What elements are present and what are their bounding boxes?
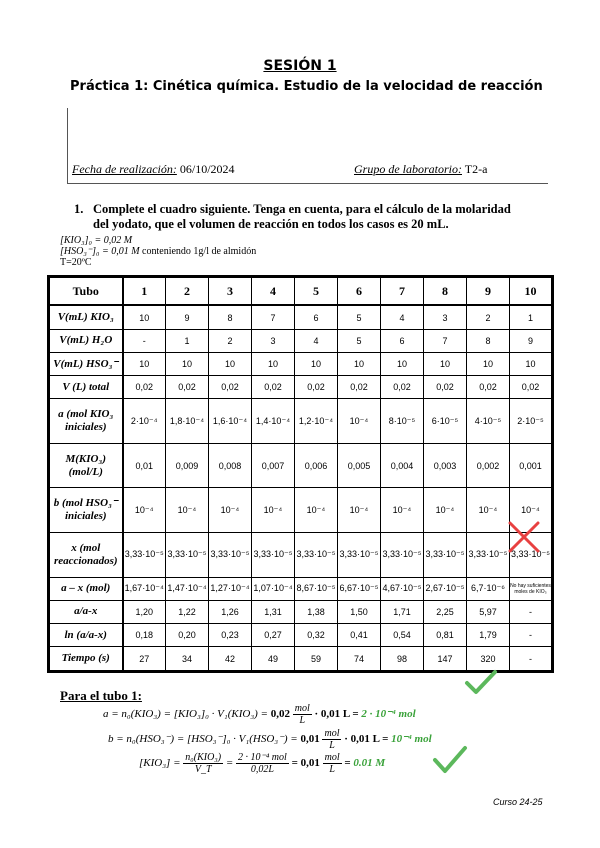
equation-b [108, 728, 432, 751]
table-cell: 0,32 [295, 623, 338, 646]
table-row [49, 329, 553, 352]
tube-header: 6 [338, 277, 381, 306]
row-label: a (mol KIO₃ iniciales) [49, 399, 123, 444]
row-label: x (mol reaccionados) [49, 533, 123, 578]
table-cell: 1,20 [123, 600, 166, 623]
table-cell: 0,02 [338, 376, 381, 399]
eq2-lhs: b = n₀(HSO₃⁻) = [HSO₃⁻]₀ · V₁(HSO₃⁻) = [108, 733, 298, 746]
table-cell: 3,33·10⁻⁵ [510, 533, 553, 578]
table-cell: 1,71 [381, 600, 424, 623]
fecha-value: 06/10/2024 [179, 162, 235, 176]
table-cell: 1,07·10⁻⁴ [252, 577, 295, 600]
practice-subtitle: Práctica 1: Cinética química. Estudio de la velocidad de reacción [70, 79, 543, 94]
table-cell: 0,20 [166, 623, 209, 646]
table-row [49, 399, 553, 444]
table-cell: 59 [295, 647, 338, 672]
table-cell: 3,33·10⁻⁵ [424, 533, 467, 578]
table-cell: 2 [467, 305, 510, 329]
table-cell: 3,33·10⁻⁵ [252, 533, 295, 578]
table-row [49, 305, 553, 329]
table-row [49, 533, 553, 578]
table-cell: 0,006 [295, 443, 338, 488]
table-cell: 0,02 [166, 376, 209, 399]
table-cell: 6 [295, 305, 338, 329]
row-label: V(mL) HSO₃⁻ [49, 353, 123, 376]
table-cell: 1,50 [338, 600, 381, 623]
table-cell: 0,54 [381, 623, 424, 646]
table-cell: 6 [381, 329, 424, 352]
eq2-result: 10⁻⁴ mol [391, 733, 432, 746]
grupo-value: T2-a [464, 162, 488, 176]
row-label: V(mL) H₂O [49, 329, 123, 352]
table-cell: 10⁻⁴ [381, 488, 424, 533]
eq3-fraction-1: $\frac{\text{n₀(KIO₃)}}{V\_T}$ [185, 752, 222, 775]
table-cell: 0,18 [123, 623, 166, 646]
checkmark-icon [432, 744, 468, 776]
row-label: V (L) total [49, 376, 123, 399]
table-cell: 0,01 [123, 443, 166, 488]
table-cell: 5,97 [467, 600, 510, 623]
table-cell: 1,31 [252, 600, 295, 623]
table-cell: 10 [424, 353, 467, 376]
table-cell: 0,004 [381, 443, 424, 488]
table-cell: 1,79 [467, 623, 510, 646]
checkmark-icon [464, 668, 498, 696]
table-cell: 0,007 [252, 443, 295, 488]
table-cell: 3,33·10⁻⁵ [166, 533, 209, 578]
course-footer: Curso 24-25 [493, 797, 543, 807]
table-cell: 1,27·10⁻⁴ [209, 577, 252, 600]
eq1-volume: · 0,01 L = [314, 708, 359, 721]
table-cell: 49 [252, 647, 295, 672]
eq3-middle: = 0,01 [291, 757, 320, 770]
table-cell: 74 [338, 647, 381, 672]
table-cell: 0,02 [424, 376, 467, 399]
table-cell: 0,02 [209, 376, 252, 399]
row-label: a/a-x [49, 600, 123, 623]
table-cell: 0,001 [510, 443, 553, 488]
table-cell: 147 [424, 647, 467, 672]
table-cell: 0,02 [381, 376, 424, 399]
table-cell: 1,6·10⁻⁴ [209, 399, 252, 444]
table-row [49, 376, 553, 399]
table-cell: 10 [123, 353, 166, 376]
eq1-units: $\frac{\text{mol}}{L}$ [294, 703, 310, 726]
tube-header: 7 [381, 277, 424, 306]
table-cell: - [510, 647, 553, 672]
table-cell: 1,67·10⁻⁴ [123, 577, 166, 600]
table-cell: 34 [166, 647, 209, 672]
table-cell: 10 [381, 353, 424, 376]
table-cell: 2·10⁻⁵ [510, 399, 553, 444]
eq3-units: $\frac{\text{mol}}{L}$ [324, 752, 340, 775]
table-cell: 0,003 [424, 443, 467, 488]
table-cell: 0,009 [166, 443, 209, 488]
kio3-concentration: [KIO₃]₀ = 0,02 M [60, 235, 133, 246]
table-cell: 3,33·10⁻⁵ [381, 533, 424, 578]
table-cell: 1 [510, 305, 553, 329]
condition-hso3 [60, 246, 256, 257]
table-cell: 0,81 [424, 623, 467, 646]
table-cell: 2·10⁻⁴ [123, 399, 166, 444]
table-cell: 1,8·10⁻⁴ [166, 399, 209, 444]
table-cell: 10 [252, 353, 295, 376]
table-cell: 0,005 [338, 443, 381, 488]
hso3-concentration: [HSO₃⁻]₀ = 0,01 M [60, 246, 140, 257]
fecha-realizacion [72, 162, 235, 177]
table-row [49, 577, 553, 600]
table-cell: 1,22 [166, 600, 209, 623]
page-title: SESIÓN 1 [263, 58, 337, 74]
tube-header: 1 [123, 277, 166, 306]
table-cell: 10⁻⁴ [424, 488, 467, 533]
table-cell: 1,4·10⁻⁴ [252, 399, 295, 444]
table-cell: 0,02 [510, 376, 553, 399]
table-cell: 3,33·10⁻⁵ [123, 533, 166, 578]
tube-header: 5 [295, 277, 338, 306]
table-cell: 4 [295, 329, 338, 352]
table-cell: 7 [424, 329, 467, 352]
table-cell: 98 [381, 647, 424, 672]
row-label: M(KIO₃) (mol/L) [49, 443, 123, 488]
table-cell: 6,7·10⁻⁶ [467, 577, 510, 600]
table-cell: 320 [467, 647, 510, 672]
row-label: ln (a/a-x) [49, 623, 123, 646]
table-cell: 5 [338, 329, 381, 352]
table-row [49, 353, 553, 376]
tubo1-heading: Para el tubo 1: [60, 688, 142, 703]
table-cell: 10⁻⁴ [166, 488, 209, 533]
equation-a [103, 703, 416, 726]
table-row [49, 623, 553, 646]
table-cell: 9 [166, 305, 209, 329]
table-cell: 0,27 [252, 623, 295, 646]
tube-header: 9 [467, 277, 510, 306]
table-cell: 10 [123, 305, 166, 329]
table-cell: 10⁻⁴ [338, 488, 381, 533]
results-table [47, 275, 554, 673]
table-cell: 1,38 [295, 600, 338, 623]
table-cell: 10⁻⁴ [295, 488, 338, 533]
table-cell: 9 [510, 329, 553, 352]
fecha-label: Fecha de realización: [72, 162, 177, 176]
table-cell: 10 [295, 353, 338, 376]
table-cell: 1,26 [209, 600, 252, 623]
table-cell: 4·10⁻⁵ [467, 399, 510, 444]
table-cell: 3,33·10⁻⁵ [338, 533, 381, 578]
table-cell: - [510, 623, 553, 646]
table-cell: 10 [338, 353, 381, 376]
table-cell: No hay suficientes moles de KIO₃ [510, 577, 553, 600]
tube-header: 3 [209, 277, 252, 306]
condition-kio3 [60, 235, 132, 246]
tube-header: 10 [510, 277, 553, 306]
eq1-result: 2 · 10⁻⁴ mol [361, 708, 416, 721]
grupo-laboratorio [354, 162, 487, 177]
table-row [49, 443, 553, 488]
eq2-units: $\frac{\text{mol}}{L}$ [324, 728, 340, 751]
eq2-volume: · 0,01 L = [344, 733, 389, 746]
table-cell: 1,2·10⁻⁴ [295, 399, 338, 444]
equation-concentration: [KIO₃] = $\frac{\text{n₀(KIO₃)}}{V\_T}$ = $\frac{\text{2 · 10⁻⁴ mol}}{0,02L}$ = 0,01 $\frac{\text{mol}}{L}$ = 0.01 M [139, 752, 386, 775]
table-cell: 0,008 [209, 443, 252, 488]
row-label: V(mL) KIO₃ [49, 305, 123, 329]
row-label: a – x (mol) [49, 577, 123, 600]
question-1 [74, 202, 524, 232]
row-label: b (mol HSO₃⁻ iniciales) [49, 488, 123, 533]
tube-header: 2 [166, 277, 209, 306]
table-cell: 1 [166, 329, 209, 352]
table-cell: 3,33·10⁻⁵ [467, 533, 510, 578]
table-cell: 1,47·10⁻⁴ [166, 577, 209, 600]
table-cell: 8,67·10⁻⁵ [295, 577, 338, 600]
eq2-value: 0,01 [300, 733, 320, 746]
hso3-note: conteniendo 1g/l de almidón [142, 246, 257, 257]
table-cell: 0,02 [123, 376, 166, 399]
table-cell: 2 [209, 329, 252, 352]
table-cell: 10⁻⁴ [123, 488, 166, 533]
table-cell: 42 [209, 647, 252, 672]
table-cell: 10 [467, 353, 510, 376]
table-cell: 8·10⁻⁵ [381, 399, 424, 444]
table-cell: 10 [510, 353, 553, 376]
table-cell: 3 [252, 329, 295, 352]
table-cell: 0,41 [338, 623, 381, 646]
table-cell: 6,67·10⁻⁵ [338, 577, 381, 600]
cross-out-icon [505, 520, 543, 554]
condition-temperature: T=20ºC [60, 257, 92, 268]
table-cell: 3 [424, 305, 467, 329]
grupo-label: Grupo de laboratorio: [354, 162, 462, 176]
table-cell: 10⁻⁴ [209, 488, 252, 533]
table-cell: 10⁻⁴ [467, 488, 510, 533]
table-cell: 0,02 [467, 376, 510, 399]
table-row [49, 600, 553, 623]
table-cell: 5 [338, 305, 381, 329]
table-cell: 6·10⁻⁵ [424, 399, 467, 444]
table-cell: 2,67·10⁻⁵ [424, 577, 467, 600]
table-cell: 0,23 [209, 623, 252, 646]
table-cell: 2,25 [424, 600, 467, 623]
eq1-value: 0,02 [270, 708, 290, 721]
table-cell: - [123, 329, 166, 352]
table-cell: 0,02 [295, 376, 338, 399]
question-number: 1. [74, 202, 84, 216]
table-cell: - [510, 600, 553, 623]
table-cell: 3,33·10⁻⁵ [209, 533, 252, 578]
table-cell: 3,33·10⁻⁵ [295, 533, 338, 578]
tube-header: 8 [424, 277, 467, 306]
table-cell: 8 [209, 305, 252, 329]
table-cell: 8 [467, 329, 510, 352]
table-cell: 4 [381, 305, 424, 329]
table-cell: 4,67·10⁻⁵ [381, 577, 424, 600]
table-cell: 10⁻⁴ [252, 488, 295, 533]
table-cell: 10 [166, 353, 209, 376]
table-cell: 10 [209, 353, 252, 376]
table-cell: 7 [252, 305, 295, 329]
eq3-lhs: [KIO₃] = [139, 757, 181, 770]
row-label: Tiempo (s) [49, 647, 123, 672]
table-cell: 0,002 [467, 443, 510, 488]
table-cell: 27 [123, 647, 166, 672]
question-text: Complete el cuadro siguiente. Tenga en cuenta, para el cálculo de la molaridad del yodato, que el volumen de reacción en todos los casos es 20 mL. [93, 202, 511, 231]
table-row [49, 488, 553, 533]
table-header-label: Tubo [49, 277, 123, 306]
eq3-fraction-2: $\frac{\text{2 · 10⁻⁴ mol}}{0,02L}$ [238, 752, 287, 775]
table-cell: 10⁻⁴ [338, 399, 381, 444]
tube-header: 4 [252, 277, 295, 306]
table-cell: 10⁻⁴ [510, 488, 553, 533]
table-cell: 0,02 [252, 376, 295, 399]
eq3-result: 0.01 M [353, 757, 386, 770]
eq1-lhs: a = n₀(KIO₃) = [KIO₃]₀ · V₁(KIO₃) = [103, 708, 268, 721]
